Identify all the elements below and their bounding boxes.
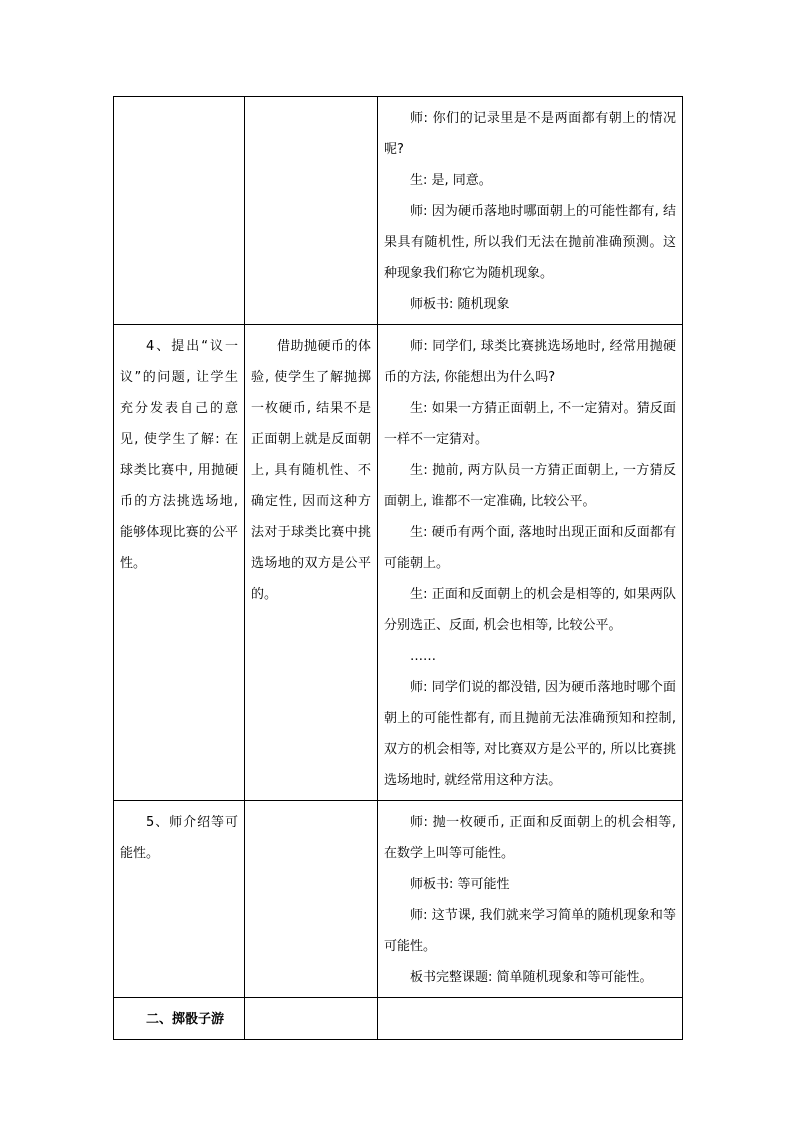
intent-cell (245, 325, 378, 801)
dialogue-line: 生: 是, 同意。 (410, 173, 492, 188)
dialogue-line: 生: 抛前, 两方队员一方猜正面朝上, 一方猜反面朝上, 谁都不一定准确, 比较公平。 (384, 463, 676, 509)
dialogue-cell (378, 97, 683, 325)
board-writing-line: 板书完整课题: 简单随机现象和等可能性。 (410, 970, 653, 985)
intent-text: 借助抛硬币的体验, 使学生了解抛掷一枚硬币, 结果不是正面朝上就是反面朝上, 具有随机性、不确定性, 因而这种方法对于球类比赛中挑选场地的双方是公平的。 (251, 339, 371, 602)
dialogue-cell (378, 998, 683, 1040)
table-row (114, 801, 683, 998)
dialogue-line: 师: 你们的记录里是不是两面都有朝上的情况呢? (384, 111, 676, 157)
ellipsis-line: …… (410, 649, 436, 664)
goal-cell (114, 325, 245, 801)
goal-cell (114, 97, 245, 325)
dialogue-line: 生: 正面和反面朝上的机会是相等的, 如果两队分别选正、反面, 机会也相等, 比较公平。 (384, 587, 676, 633)
goal-text: 4、提出“议一议”的问题, 让学生充分发表自己的意见, 使学生了解: 在球类比赛中, 用抛硬币的方法挑选场地, 能够体现比赛的公平性。 (120, 339, 238, 571)
intent-cell (245, 97, 378, 325)
dialogue-line: 师: 因为硬币落地时哪面朝上的可能性都有, 结果具有随机性, 所以我们无法在抛前准确预测。这种现象我们称它为随机现象。 (384, 204, 676, 281)
dialogue-line: 生: 硬币有两个面, 落地时出现正面和反面都有可能朝上。 (384, 525, 676, 571)
section-heading: 二、掷骰子游 (146, 1012, 225, 1027)
board-writing-line: 师板书: 随机现象 (410, 297, 510, 312)
dialogue-line: 师: 抛一枚硬币, 正面和反面朝上的机会相等, 在数学上叫等可能性。 (384, 815, 676, 861)
dialogue-cell (378, 325, 683, 801)
intent-cell (245, 998, 378, 1040)
intent-cell (245, 801, 378, 998)
dialogue-line: 师: 同学们说的都没错, 因为硬币落地时哪个面朝上的可能性都有, 而且抛前无法准确预知和控制, 双方的机会相等, 对比赛双方是公平的, 所以比赛挑选场地时, 就经常用这种方法。 (384, 680, 676, 788)
dialogue-line: 生: 如果一方猜正面朝上, 不一定猜对。猜反面一样不一定猜对。 (384, 401, 676, 447)
lesson-plan-table (113, 96, 683, 1040)
dialogue-line: 师: 这节课, 我们就来学习简单的随机现象和等可能性。 (384, 908, 676, 954)
section-heading-cell (114, 998, 245, 1040)
goal-text: 5、师介绍等可能性。 (120, 815, 238, 861)
table-row (114, 325, 683, 801)
table-row (114, 998, 683, 1040)
board-writing-line: 师板书: 等可能性 (410, 877, 510, 892)
table-row (114, 97, 683, 325)
dialogue-line: 师: 同学们, 球类比赛挑选场地时, 经常用抛硬币的方法, 你能想出为什么吗? (384, 339, 676, 385)
dialogue-cell (378, 801, 683, 998)
goal-cell (114, 801, 245, 998)
